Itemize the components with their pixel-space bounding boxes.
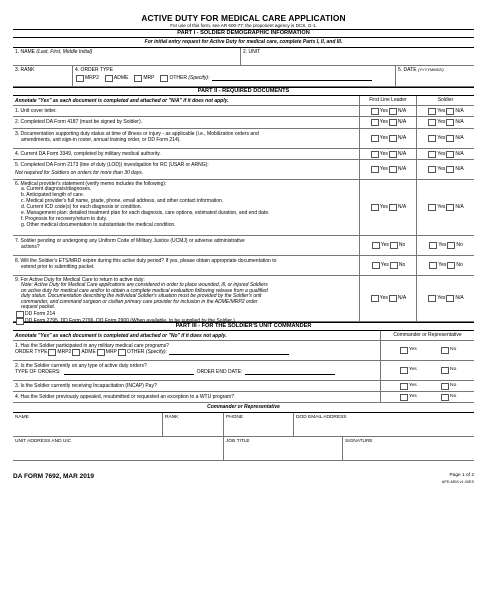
part1-note: For initial entry request for Active Duty for medical care, complete Parts I, II, and III. <box>13 38 474 48</box>
item1-soldier-na-checkbox[interactable] <box>446 108 454 115</box>
q1-mrp-label: MRP <box>105 349 117 356</box>
no-label: No <box>398 262 406 269</box>
item3-soldier-na-checkbox[interactable] <box>446 135 454 142</box>
item4-text: 4. Current DA Form 3349, completed by military medical authority. <box>13 149 360 159</box>
na-label: N/A <box>455 135 464 142</box>
yes-label: Yes <box>408 347 417 353</box>
form-subtitle: For use of this form, see AR 600-77; the proponent agency is DCS, G-1. <box>170 23 317 28</box>
na-label: N/A <box>455 166 464 173</box>
q1-adme-label: ADME <box>81 349 96 356</box>
item9-note-2: on active duty for medical care and/or to obtain a complete medical evaluation following release from a qualified <box>21 287 268 294</box>
item6-sub-b: b. Anticipated length of care. <box>21 192 85 199</box>
col-soldier: Soldier <box>437 97 454 104</box>
yes-label: Yes <box>438 242 447 249</box>
item6-row <box>13 180 474 236</box>
yes-label: Yes <box>379 119 388 126</box>
signature-title: Commander or Representative <box>13 403 474 413</box>
q1-row <box>13 341 474 361</box>
no-label: No <box>450 393 457 399</box>
item8-soldier-no-checkbox[interactable] <box>447 262 455 269</box>
yes-label: Yes <box>437 150 446 157</box>
no-label: No <box>450 367 457 373</box>
unit-field[interactable] <box>241 48 474 65</box>
item6-soldier-yes-checkbox[interactable] <box>428 204 436 211</box>
item6-text <box>13 180 360 235</box>
page-info <box>442 473 474 485</box>
item9-soldier-yes-checkbox[interactable] <box>428 295 436 302</box>
item8-leader-yes-checkbox[interactable] <box>372 262 380 269</box>
item2-leader-yes-checkbox[interactable] <box>371 119 379 126</box>
item2-text: 2. Completed DA Form 4187 (must be signed by Soldier). <box>13 117 360 128</box>
q1-other-checkbox[interactable] <box>118 349 126 356</box>
yes-label: Yes <box>379 166 388 173</box>
item8-leader-no-checkbox[interactable] <box>390 262 398 269</box>
item8-soldier-yes-checkbox[interactable] <box>429 262 437 269</box>
item7-line2: actions? <box>21 243 40 250</box>
rep-email-field[interactable] <box>294 413 474 436</box>
form-header <box>13 13 474 29</box>
item4-leader-na-checkbox[interactable] <box>389 151 397 158</box>
unit-address-label: UNIT ADDRESS AND UIC <box>15 439 72 444</box>
item7-line1: 7. Soldier pending or undergoing any Uniform Code of Military Justice (UCMJ) or adverse administrative <box>15 237 245 244</box>
q2-end-date-input[interactable] <box>245 369 335 375</box>
na-label: N/A <box>397 204 407 211</box>
item1-row <box>13 106 474 117</box>
item9-soldier-na-checkbox[interactable] <box>446 295 454 302</box>
q2-type-label: TYPE OF ORDERS: <box>15 368 61 375</box>
rep-name-field[interactable] <box>13 413 163 436</box>
item7-row <box>13 236 474 256</box>
no-label: No <box>456 262 463 269</box>
item9-note-3: duty status. Documentation describing the individual Soldier's situation must be provided by the Soldier's unit <box>21 293 262 300</box>
yes-label: Yes <box>380 242 389 249</box>
q2-row <box>13 361 474 381</box>
order-type-label: 4. ORDER TYPE <box>75 67 113 73</box>
item2-soldier-yes-checkbox[interactable] <box>428 119 436 126</box>
item4-soldier-yes-checkbox[interactable] <box>428 151 436 158</box>
rank-field[interactable] <box>13 66 73 86</box>
job-title-label: JOB TITLE <box>226 439 250 444</box>
q2-text <box>13 361 381 380</box>
job-title-field[interactable] <box>224 437 343 460</box>
item4-soldier-na-checkbox[interactable] <box>446 151 454 158</box>
item1-leader-na-checkbox[interactable] <box>389 108 397 115</box>
q1-adme-checkbox[interactable] <box>72 349 80 356</box>
yes-label: Yes <box>437 119 446 126</box>
order-mrp-checkbox[interactable] <box>134 75 142 82</box>
no-label: No <box>456 242 463 249</box>
na-label: N/A <box>455 150 464 157</box>
na-label: N/A <box>455 204 464 211</box>
order-other-input[interactable] <box>212 75 372 81</box>
q2-line: 2. Is the Soldier currently on any type of active duty orders? <box>15 362 147 369</box>
item7-soldier-no-checkbox[interactable] <box>447 242 455 249</box>
yes-label: Yes <box>437 135 446 142</box>
rep-phone-field[interactable] <box>224 413 294 436</box>
yes-label: Yes <box>408 367 417 373</box>
date-field[interactable] <box>396 66 474 86</box>
item8-row <box>13 256 474 276</box>
item5-line1: 5. Completed DA Form 2173 (line of duty (LOD)) investigation for RC (USAR or ARNG): <box>15 161 209 168</box>
q2-no-checkbox[interactable] <box>441 367 449 374</box>
order-mrp2-checkbox[interactable] <box>76 75 84 82</box>
item3-soldier-yes-checkbox[interactable] <box>428 135 436 142</box>
form-footer <box>13 473 474 485</box>
yes-label: Yes <box>438 262 447 269</box>
yes-label: Yes <box>437 295 446 302</box>
na-label: N/A <box>455 119 464 126</box>
rank-label: 3. RANK <box>15 67 35 73</box>
item2-row <box>13 117 474 129</box>
part3-note: Annotate "Yes" as each document is completed and attached or "No" if it does not apply. <box>13 331 381 340</box>
item7-leader-yes-checkbox[interactable] <box>372 242 380 249</box>
item1-leader-yes-checkbox[interactable] <box>371 108 379 115</box>
q1-line: 1. Has the Soldier participated in any military medical care programs? <box>15 342 169 349</box>
form <box>13 13 474 485</box>
item6-soldier-na-checkbox[interactable] <box>446 204 454 211</box>
item4-row <box>13 149 474 160</box>
item5-leader-yes-checkbox[interactable] <box>371 166 379 173</box>
form-title: ACTIVE DUTY FOR MEDICAL CARE APPLICATION <box>141 13 346 23</box>
q3-row <box>13 381 474 392</box>
item9-note-4: commander, and command surgeon or civilian primary care provider for inclusion in the ADME/MRP2 order <box>21 298 258 305</box>
item6-sub-c: c. Medical provider's full name, grade, phone, email address, and other contact information. <box>21 198 224 205</box>
item6-leader-na-checkbox[interactable] <box>389 204 397 211</box>
q1-yes-checkbox[interactable] <box>400 347 408 354</box>
item1-soldier-yes-checkbox[interactable] <box>428 108 436 115</box>
item3-line1: 3. Documentation supporting duty status at time of illness or injury - as applicable (i.e., Mobilization orders and <box>15 130 259 137</box>
item7-leader-no-checkbox[interactable] <box>390 242 398 249</box>
q1-text <box>13 341 381 360</box>
order-adme-checkbox[interactable] <box>105 75 113 82</box>
item6-sub-d: d. Current ICD code(s) for each diagnosis or condition. <box>21 204 142 211</box>
item7-soldier-yes-checkbox[interactable] <box>429 242 437 249</box>
order-adme-label: ADME <box>113 74 129 81</box>
q4-yes-checkbox[interactable] <box>400 394 408 401</box>
yes-label: Yes <box>379 135 388 142</box>
order-other-label: OTHER <box>169 74 187 81</box>
form-version: APD AEM v1.00ES <box>441 480 474 484</box>
item2-leader-na-checkbox[interactable] <box>389 119 397 126</box>
rep-rank-field[interactable] <box>163 413 224 436</box>
yes-label: Yes <box>379 204 388 211</box>
q2-yes-checkbox[interactable] <box>400 367 408 374</box>
na-label: N/A <box>397 135 407 142</box>
item9-leader-na-checkbox[interactable] <box>389 295 397 302</box>
dd2795-checkbox[interactable] <box>16 318 24 325</box>
signature-label: SIGNATURE <box>345 439 373 444</box>
name-field[interactable] <box>13 48 241 65</box>
na-label: N/A <box>455 295 464 302</box>
yes-label: Yes <box>408 382 417 388</box>
no-label: No <box>450 347 457 353</box>
q1-no-checkbox[interactable] <box>441 347 449 354</box>
name-label: 1. NAME <box>15 49 36 55</box>
order-mrp-label: MRP <box>143 74 155 81</box>
yes-label: Yes <box>437 204 446 211</box>
dd214-label: DD Form 214 <box>25 310 56 317</box>
item3-row <box>13 129 474 149</box>
part3-title: PART III - FOR THE SOLDIER'S UNIT COMMANDER <box>13 322 474 331</box>
item3-text <box>13 129 360 148</box>
item9-text <box>13 276 360 324</box>
row-name-unit <box>13 48 474 66</box>
date-label: 5. DATE <box>398 67 417 73</box>
item6-sub-g: g. Other medical documentation to substantiate the medical condition. <box>21 221 176 228</box>
rep-phone-label: PHONE <box>226 415 244 420</box>
q1-other-input[interactable] <box>169 349 289 355</box>
item9-line: 9. For Active Duty for Medical Care to return to active duty: <box>15 276 145 283</box>
item8-line2: extend prior to submitting packet. <box>21 263 95 270</box>
item6-leader-yes-checkbox[interactable] <box>371 204 379 211</box>
dd214-checkbox[interactable] <box>16 311 24 318</box>
col-first-line-leader: First Line Leader <box>360 96 417 105</box>
rep-email-label: DOD EMAIL ADDRESS <box>296 415 347 420</box>
item2-soldier-na-checkbox[interactable] <box>446 119 454 126</box>
q1-mrp-checkbox[interactable] <box>97 349 105 356</box>
q4-text: 4. Has the Soldier previously appealed, resubmitted or requested an exception to a WTU program? <box>13 392 381 402</box>
q2-type-input[interactable] <box>64 369 194 375</box>
item9-leader-yes-checkbox[interactable] <box>371 295 379 302</box>
item5-soldier-yes-checkbox[interactable] <box>428 166 436 173</box>
na-label: N/A <box>397 295 407 302</box>
item5-row <box>13 160 474 180</box>
yes-label: Yes <box>408 393 417 399</box>
item9-row <box>13 276 474 322</box>
item4-leader-yes-checkbox[interactable] <box>371 151 379 158</box>
item6-line: 6. Medical provider's statement (verify memo includes the following): <box>15 180 167 187</box>
q1-mrp2-checkbox[interactable] <box>48 349 56 356</box>
item8-text <box>13 256 360 275</box>
signature-row-2 <box>13 437 474 461</box>
q4-row <box>13 392 474 403</box>
part2-note: Annotate "Yes" as each document is completed and attached or "N/A" if it does not apply. <box>13 96 360 105</box>
item3-leader-yes-checkbox[interactable] <box>371 135 379 142</box>
item7-text <box>13 236 360 255</box>
yes-label: Yes <box>379 107 388 114</box>
q3-text: 3. Is the Soldier currently receiving Incapacitation (INCAP) Pay? <box>13 381 381 391</box>
yes-label: Yes <box>379 150 388 157</box>
item5-text <box>13 160 360 179</box>
na-label: N/A <box>397 150 407 157</box>
row-rank-order-date <box>13 66 474 87</box>
q4-no-checkbox[interactable] <box>441 394 449 401</box>
col-commander: Commander or Representative <box>393 332 462 339</box>
rep-name-label: NAME <box>15 415 29 420</box>
form-number: DA FORM 7692, MAR 2019 <box>13 473 95 480</box>
order-other-hint: (Specify): <box>188 74 210 81</box>
q3-yes-checkbox[interactable] <box>400 383 408 390</box>
yes-label: Yes <box>379 295 388 302</box>
item9-note-1: Note: Active Duty for Medical Care applications are considered in order to place wounded, ill, or injured Soldiers <box>21 282 268 289</box>
item5-leader-na-checkbox[interactable] <box>389 166 397 173</box>
signature-field[interactable] <box>343 437 474 460</box>
q3-no-checkbox[interactable] <box>441 383 449 390</box>
order-type-field <box>73 66 396 86</box>
q1-mrp2-label: MRP2 <box>57 349 72 356</box>
part2-title: PART II - REQUIRED DOCUMENTS <box>13 87 474 96</box>
item6-sub-e: e. Management plan: detailed treatment plan for each diagnosis, care options, estimated duration, and end date. <box>21 210 270 217</box>
order-mrp2-label: MRP2 <box>85 74 99 81</box>
q1-order-type-label: ORDER TYPE <box>15 349 48 356</box>
signature-row-1 <box>13 413 474 437</box>
item5-line2: Not required for Soldiers on orders for more than 30 days. <box>15 169 144 176</box>
page-number: Page 1 of 2 <box>449 473 474 478</box>
name-hint: (Last, First, Middle Initial) <box>36 49 93 55</box>
rep-rank-label: RANK <box>165 415 179 420</box>
na-label: N/A <box>397 107 407 114</box>
yes-label: Yes <box>437 166 446 173</box>
no-label: No <box>398 242 406 249</box>
q1-other-hint: (Specify): <box>145 349 167 356</box>
part3-header-row <box>13 331 474 341</box>
q2-end-date-label: ORDER END DATE: <box>196 368 243 375</box>
na-label: N/A <box>397 119 407 126</box>
q1-other-label: OTHER <box>126 349 145 356</box>
item3-leader-na-checkbox[interactable] <box>389 135 397 142</box>
dd2795-label: DD Form 2795, DD Form 2796, DD Form 2900 (When available, to be supplied by the Soldier.) <box>25 317 235 324</box>
yes-label: Yes <box>437 107 446 114</box>
item3-line2: amendments, unit sign-in roster, annual training order, or DD Form 214). <box>21 136 181 143</box>
item8-line1: 8. Will the Soldier's ETS/MRD expire during this active duty period? If yes, please obtain appropriate documentation to <box>15 257 277 264</box>
part1-title: PART I - SOLDIER DEMOGRAPHIC INFORMATION <box>13 29 474 38</box>
item6-sub-f: f. Prognosis for recovery/return to duty. <box>21 215 108 222</box>
unit-address-field[interactable] <box>13 437 224 460</box>
unit-label: 2. UNIT <box>243 49 261 55</box>
item9-note-5: request packet. <box>21 304 56 311</box>
na-label: N/A <box>397 166 407 173</box>
date-hint: (YYYYMMDD) <box>417 67 444 72</box>
yes-label: Yes <box>380 262 389 269</box>
part2-header-row <box>13 96 474 106</box>
order-other-checkbox[interactable] <box>160 75 168 82</box>
item6-sub-a: a. Current diagnosis/diagnoses. <box>21 186 92 193</box>
no-label: No <box>450 382 457 388</box>
item5-soldier-na-checkbox[interactable] <box>446 166 454 173</box>
na-label: N/A <box>455 107 464 114</box>
item1-text: 1. Unit cover letter. <box>13 106 360 116</box>
